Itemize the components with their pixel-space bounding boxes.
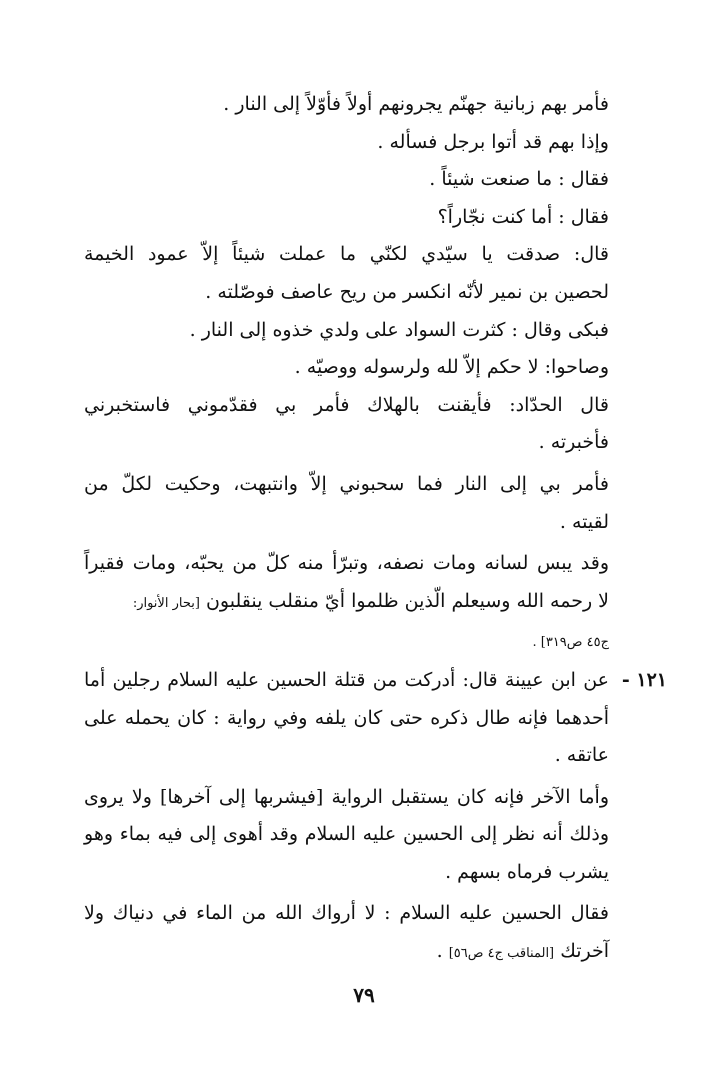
text-line: عاتقه . — [554, 744, 609, 767]
text-line: فأخبرته . — [538, 431, 609, 454]
text-line: لقيته . — [559, 510, 609, 533]
text-segment: . — [436, 940, 443, 963]
text-line: فأمر بهم زبانية جهنّم يجرونهم أولاً فأوّلاً إلى النار . — [223, 93, 609, 115]
text-line: وذلك أنه نظر إلى الحسين عليه السلام وقد أهوى إلى فيه بماء وهو — [84, 823, 609, 846]
text-segment: آخرتك — [560, 940, 609, 963]
text-line: وأما الآخر فإنه كان يستقبل الرواية [فيشربها إلى آخرها] ولا يروى — [84, 785, 609, 808]
text-line — [84, 622, 609, 662]
text-line: فبكى وقال : كثرت السواد على ولدي خذوه إلى النار . — [189, 318, 609, 341]
text-line: يشرب فرماه بسهم . — [445, 860, 609, 883]
text-line-with-citation — [84, 583, 609, 623]
text-line: قال: صدقت يا سيّدي لكنّي ما عملت شيئاً إلاّ عمود الخيمة — [84, 243, 609, 266]
page-body — [84, 86, 667, 973]
text-segment: لا رحمه الله وسيعلم الّذين ظلموا أيّ منقلب ينقلبون — [205, 589, 609, 612]
text-line: أحدهما فإنه طال ذكره حتى كان يلفه وفي رواية : كان يحمله على — [84, 706, 609, 729]
citation: [المناقب ج٤ ص٥٦] — [448, 946, 555, 962]
text-line: فقال : أما كنت نجّاراً؟ — [437, 205, 609, 228]
text-line: فأمر بي إلى النار فما سحبوني إلاّ وانتبهت، وحكيت لكلّ من — [84, 472, 609, 495]
text-line: عن ابن عيينة قال: أدركت من قتلة الحسين عليه السلام رجلين أما — [84, 668, 609, 691]
text-line: وقد يبس لسانه ومات نصفه، وتبرّأ منه كلّ من يحبّه، ومات فقيراً — [84, 552, 609, 575]
text-line: فقال الحسين عليه السلام : لا أرواك الله من الماء في دنياك ولا — [84, 902, 609, 925]
hadith-number: ١٢١ - — [621, 668, 667, 691]
text-line: وإذا بهم قد أتوا برجل فسأله . — [377, 130, 609, 153]
text-line: قال الحدّاد: فأيقنت بالهلاك فأمر بي فقدّموني فاستخبرني — [84, 393, 609, 416]
citation: ج٤٥ ص٣١٩] . — [532, 635, 609, 651]
text-line-with-citation — [84, 933, 609, 973]
hadith-block — [84, 662, 667, 973]
citation: [بحار الأنوار: — [132, 595, 200, 611]
text-line: وصاحوا: لا حكم إلاّ لله ولرسوله ووصيّه . — [294, 356, 609, 379]
page-number: ٧٩ — [353, 983, 375, 1007]
text-line: لحصين بن نمير لأنّه انكسر من ريح عاصف فوصّلته . — [205, 280, 609, 303]
text-line: فقال : ما صنعت شيئاً . — [429, 168, 609, 191]
